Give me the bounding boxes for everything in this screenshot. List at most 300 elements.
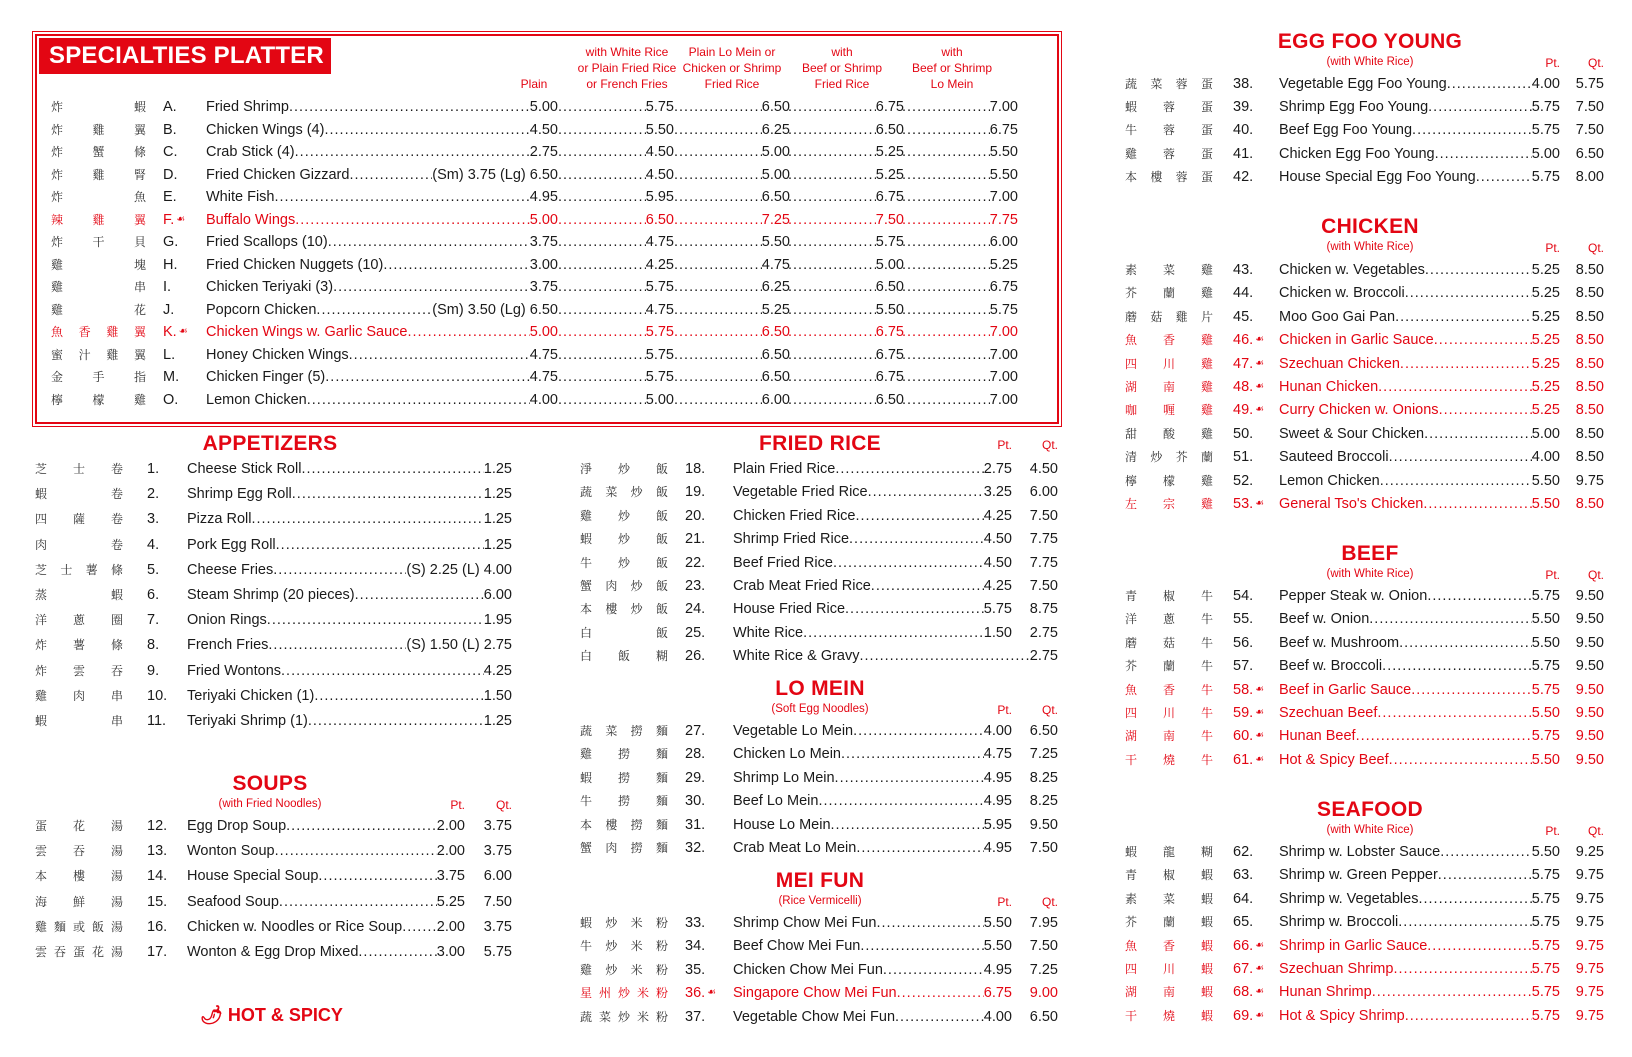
price-cell [558, 389, 674, 411]
column-label-line: with [831, 45, 853, 59]
leader-dots [324, 119, 529, 141]
leader-dots [558, 276, 646, 298]
leader-dots [1447, 73, 1532, 95]
price-pint: 5.25 [1531, 308, 1560, 325]
price-cell [902, 389, 1018, 411]
chinese-char: 清 [1125, 450, 1138, 465]
chinese-char: 蝦 [1200, 962, 1213, 976]
price-value: 5.75 [989, 301, 1018, 318]
platter-column-header [677, 44, 787, 92]
menu-row[interactable] [1125, 399, 1604, 421]
chinese-name [35, 634, 123, 656]
menu-row[interactable] [580, 935, 1058, 957]
price-pint: 1.95 [483, 612, 512, 629]
price-plain: 5.00 [529, 99, 558, 115]
item-number-text: 3. [147, 511, 160, 528]
chinese-char: 椒 [1162, 868, 1175, 883]
price-value: 7.50 [875, 211, 904, 228]
item-name: Szechuan Beef [1279, 705, 1378, 721]
chinese-char: 蛋 [1200, 169, 1213, 184]
menu-row[interactable] [1125, 679, 1604, 701]
platter-row[interactable] [51, 254, 1051, 276]
price-value: 7.00 [989, 99, 1018, 115]
chinese-char: 雞 [580, 508, 593, 523]
item-name-line [733, 598, 1012, 620]
chinese-name [35, 483, 123, 505]
menu-row[interactable] [580, 528, 1058, 550]
platter-row[interactable] [51, 231, 1051, 253]
item-name: French Fries [187, 637, 269, 654]
leader-dots [1476, 166, 1532, 188]
section-subtitle: (with White Rice) [1326, 56, 1414, 68]
item-number [1233, 73, 1253, 95]
menu-row[interactable] [35, 534, 512, 556]
price-quart: 8.50 [1575, 308, 1604, 325]
chinese-name [51, 389, 146, 411]
chinese-name [580, 912, 668, 934]
item-number-text: 40. [1233, 122, 1254, 139]
item-number [685, 935, 705, 957]
price-value: 6.50 [645, 211, 674, 228]
menu-row[interactable] [35, 458, 512, 480]
menu-row[interactable] [1125, 608, 1604, 630]
item-name: Cheese Fries [187, 561, 274, 578]
chinese-char: 炸 [51, 167, 64, 182]
pt-column-label: Pt. [997, 438, 1012, 452]
chinese-char: 麵 [53, 919, 66, 934]
leader-dots [674, 276, 762, 298]
menu-row[interactable] [580, 837, 1058, 859]
chinese-char: 鮮 [72, 894, 85, 909]
chinese-char: 蝦 [1200, 938, 1213, 953]
menu-row[interactable] [35, 508, 512, 530]
price-value: 6.75 [875, 369, 904, 385]
item-code-text: L. [163, 346, 176, 363]
chinese-char: 炒 [617, 532, 630, 547]
menu-row[interactable] [35, 685, 512, 707]
menu-row[interactable] [580, 622, 1058, 644]
item-number-text: 59. [1233, 705, 1254, 721]
platter-row[interactable] [51, 119, 1051, 141]
item-code [163, 254, 178, 276]
menu-row[interactable] [580, 912, 1058, 934]
platter-row[interactable] [51, 389, 1051, 411]
price-value: 6.50 [875, 279, 904, 295]
price-cell [558, 299, 674, 321]
price-value: 7.00 [989, 324, 1018, 340]
item-name: Beef Egg Foo Young [1279, 122, 1413, 139]
chinese-char: 椒 [1162, 589, 1175, 603]
item-number [685, 912, 705, 934]
leader-dots [292, 483, 484, 505]
chili-pepper-icon: ☙ [1255, 707, 1265, 718]
price-pint: 4.95 [983, 793, 1012, 810]
chinese-char: 蓉 [1162, 146, 1175, 161]
menu-row[interactable] [1125, 981, 1604, 1003]
price-pint: (S) 2.25 (L) 4.00 [406, 561, 512, 578]
menu-row[interactable] [1125, 282, 1604, 304]
chinese-char: 撈 [617, 770, 630, 785]
chinese-name [1125, 841, 1213, 863]
item-name-line [187, 865, 465, 887]
platter-column-header [902, 44, 1002, 92]
menu-row[interactable] [1125, 958, 1604, 980]
menu-row[interactable] [1125, 888, 1604, 910]
menu-row[interactable] [1125, 446, 1604, 468]
column-label-line: or Plain Fried Rice [577, 61, 677, 75]
chinese-char: 炒 [605, 962, 618, 977]
menu-row[interactable] [580, 458, 1058, 480]
menu-row[interactable] [580, 767, 1058, 789]
item-number [147, 891, 167, 913]
price-quart: 4.50 [1029, 461, 1058, 477]
price-quart: 7.50 [1029, 840, 1058, 856]
chinese-char: 撈 [630, 817, 643, 832]
menu-row[interactable] [1125, 96, 1604, 118]
item-number-text: 45. [1233, 308, 1254, 325]
menu-row[interactable] [35, 815, 512, 837]
menu-row[interactable] [35, 710, 512, 732]
chinese-char: 洋 [35, 613, 48, 628]
chinese-char: 樓 [72, 869, 85, 884]
chinese-char: 雞 [35, 919, 48, 934]
item-name-line [733, 528, 1012, 550]
item-name: House Fried Rice [733, 601, 846, 618]
item-number-text: 49. [1233, 402, 1254, 419]
price-plain: (Sm) 3.75 (Lg) 6.50 [432, 166, 558, 183]
chinese-char: 蛋 [1200, 123, 1213, 138]
price-value: 6.25 [761, 279, 790, 295]
item-number-text: 19. [685, 484, 706, 501]
menu-row[interactable] [35, 559, 512, 581]
price-cell [788, 254, 904, 276]
chinese-char: 飯 [655, 532, 668, 547]
item-name-line [187, 941, 465, 963]
chinese-char: 吞 [72, 844, 85, 859]
price-pint: 5.25 [1531, 402, 1560, 419]
leader-dots [674, 209, 762, 231]
menu-row[interactable] [580, 575, 1058, 597]
chili-pepper-icon: ☙ [1255, 498, 1265, 509]
item-code-text: B. [163, 121, 177, 138]
menu-row[interactable] [35, 891, 512, 913]
chinese-char: 牛 [1200, 682, 1213, 697]
chinese-char: 川 [1162, 356, 1175, 371]
price-cell [558, 209, 674, 231]
platter-row[interactable] [51, 209, 1051, 231]
menu-row[interactable] [1125, 259, 1604, 281]
menu-row[interactable] [1125, 1005, 1604, 1027]
item-name: Beef Chow Mei Fun [733, 938, 861, 955]
platter-row[interactable] [51, 366, 1051, 388]
chinese-name [35, 815, 123, 837]
item-name-line [733, 458, 1012, 480]
item-number-text: 47. [1233, 355, 1254, 372]
chinese-char: 檬 [1162, 473, 1175, 488]
leader-dots [841, 743, 984, 765]
leader-dots [325, 366, 530, 388]
item-code [163, 344, 175, 366]
chinese-char: 牛 [1200, 729, 1213, 744]
menu-row[interactable] [580, 720, 1058, 742]
item-number [1233, 282, 1253, 304]
leader-dots [902, 164, 990, 186]
chili-pepper-icon: ☙ [1255, 334, 1265, 346]
leader-dots [318, 865, 436, 887]
price-pint: 5.75 [1531, 867, 1560, 884]
section-subtitle: (with White Rice) [1326, 824, 1414, 836]
price-value: 4.75 [645, 301, 674, 318]
menu-row[interactable] [35, 865, 512, 887]
chinese-char: 雞 [106, 325, 119, 339]
platter-row[interactable] [51, 344, 1051, 366]
item-number-text: 68. [1233, 984, 1254, 1001]
item-number-text: 13. [147, 843, 168, 860]
chinese-char: 雞 [51, 257, 64, 272]
menu-row[interactable] [1125, 143, 1604, 165]
chinese-char: 炸 [35, 638, 48, 653]
menu-row[interactable] [1125, 632, 1604, 654]
section-subtitle: (with White Rice) [1326, 568, 1414, 580]
item-number [147, 483, 159, 505]
item-name: Wonton & Egg Drop Mixed [187, 944, 359, 960]
item-number [147, 609, 159, 631]
menu-row[interactable] [1125, 749, 1604, 771]
item-name-line [733, 552, 1012, 574]
item-name-line [206, 321, 558, 343]
chinese-char: 南 [1162, 380, 1175, 394]
chinese-char: 薩 [72, 512, 85, 527]
item-name-line [187, 584, 512, 606]
chinese-char: 燒 [1162, 1008, 1175, 1023]
leader-dots [289, 96, 530, 118]
menu-row[interactable] [35, 840, 512, 862]
chinese-name [580, 481, 668, 503]
item-number-text: 51. [1233, 449, 1254, 466]
menu-row[interactable] [1125, 353, 1604, 375]
menu-row[interactable] [580, 959, 1058, 981]
chinese-char: 雞 [1200, 403, 1213, 418]
item-name: Chicken Egg Foo Young [1279, 145, 1435, 162]
item-name-line [733, 814, 1012, 836]
chinese-name [1125, 143, 1213, 165]
item-number [685, 720, 705, 742]
price-quart: 8.25 [1029, 769, 1058, 786]
chinese-char: 酸 [1162, 426, 1175, 441]
qt-column-label: Qt. [1587, 568, 1604, 582]
chinese-char: 牛 [1200, 659, 1213, 674]
price-value: 5.75 [645, 324, 674, 340]
menu-row[interactable] [35, 916, 512, 938]
price-quart: 8.50 [1575, 332, 1604, 349]
price-cell [788, 276, 904, 298]
price-cell [558, 344, 674, 366]
leader-dots [281, 660, 484, 682]
price-pint: 5.50 [1531, 705, 1560, 721]
item-name: Chicken Fried Rice [733, 507, 856, 524]
chinese-char: 芝 [35, 462, 48, 476]
item-number-text: 6. [147, 587, 160, 603]
price-quart: 7.50 [1575, 122, 1604, 139]
leader-dots [558, 141, 646, 163]
chinese-name [580, 837, 668, 859]
menu-row[interactable] [1125, 376, 1604, 398]
column-label-line: Fried Rice [704, 77, 760, 91]
leader-dots [558, 164, 646, 186]
item-name: House Special Soup [187, 868, 319, 885]
leader-dots [1411, 679, 1532, 701]
price-pint: (S) 1.50 (L) 2.75 [406, 637, 512, 654]
menu-row[interactable] [580, 790, 1058, 812]
chinese-char: 雞 [1125, 146, 1138, 161]
menu-row[interactable] [1125, 166, 1604, 188]
chinese-char: 本 [1125, 169, 1138, 184]
item-number [685, 552, 705, 574]
item-name-line [206, 141, 558, 163]
item-number-text: 38. [1233, 76, 1254, 92]
price-quart: 5.75 [1575, 76, 1604, 92]
price-value: 7.00 [989, 391, 1018, 408]
menu-row[interactable] [580, 552, 1058, 574]
menu-row[interactable] [35, 660, 512, 682]
chinese-char: 卷 [110, 462, 123, 476]
menu-row[interactable] [1125, 306, 1604, 328]
price-cell [674, 141, 790, 163]
chinese-name [1125, 749, 1213, 771]
menu-row[interactable] [580, 1006, 1058, 1028]
item-code [163, 164, 178, 186]
platter-row[interactable] [51, 141, 1051, 163]
chinese-char: 花 [72, 819, 85, 833]
chili-pepper-icon: ☙ [1255, 1009, 1265, 1021]
menu-row[interactable] [35, 634, 512, 656]
platter-row[interactable] [51, 299, 1051, 321]
menu-row[interactable] [580, 645, 1058, 667]
item-name: Pork Egg Roll [187, 536, 276, 553]
chinese-char: 蝦 [110, 588, 123, 602]
chinese-name [51, 141, 146, 163]
menu-row[interactable] [580, 982, 1058, 1004]
leader-dots [788, 254, 876, 276]
platter-row[interactable] [51, 321, 1051, 343]
menu-row[interactable] [35, 941, 512, 963]
price-quart: 3.75 [483, 918, 512, 935]
chinese-char: 洋 [1125, 612, 1138, 627]
price-pint: 5.75 [1531, 984, 1560, 1001]
price-plain: 2.75 [529, 144, 558, 160]
menu-row[interactable] [1125, 423, 1604, 445]
menu-row[interactable] [1125, 864, 1604, 886]
chinese-char: 飯 [655, 485, 668, 500]
menu-row[interactable] [1125, 702, 1604, 724]
menu-row[interactable] [1125, 655, 1604, 677]
leader-dots [902, 96, 990, 118]
chinese-name [35, 559, 123, 581]
price-plain: 3.75 [529, 279, 558, 295]
menu-row[interactable] [580, 481, 1058, 503]
chinese-char: 樓 [605, 817, 618, 832]
item-code-text: G. [163, 234, 179, 250]
price-pint: 1.25 [483, 511, 512, 528]
item-code [163, 186, 177, 208]
leader-dots [803, 622, 984, 644]
menu-row[interactable] [1125, 725, 1604, 747]
chinese-char: 米 [630, 962, 643, 977]
menu-row[interactable] [1125, 73, 1604, 95]
item-name: Shrimp Fried Rice [733, 531, 850, 548]
item-name-line [1279, 329, 1560, 351]
platter-row[interactable] [51, 164, 1051, 186]
item-name-line [733, 935, 1012, 957]
platter-row[interactable] [51, 276, 1051, 298]
chinese-name [51, 321, 146, 343]
chinese-char: 龍 [1162, 845, 1175, 859]
chinese-char: 蝦 [35, 714, 48, 728]
menu-row[interactable] [580, 743, 1058, 765]
pt-column-label: Pt. [450, 798, 465, 812]
menu-row[interactable] [580, 598, 1058, 620]
chinese-char: 米 [636, 1009, 649, 1024]
chinese-name [51, 186, 146, 208]
item-number [1233, 958, 1264, 980]
menu-row[interactable] [1125, 470, 1604, 492]
menu-row[interactable] [35, 483, 512, 505]
item-name-line [187, 710, 512, 732]
item-number-text: 39. [1233, 99, 1254, 116]
price-value: 5.25 [875, 166, 904, 183]
menu-row[interactable] [1125, 911, 1604, 933]
item-name-line [733, 720, 1012, 742]
chinese-char: 雲 [35, 844, 48, 859]
price-pint: 6.00 [483, 587, 512, 603]
menu-row[interactable] [580, 814, 1058, 836]
price-value: 5.95 [645, 189, 674, 205]
menu-row[interactable] [1125, 119, 1604, 141]
item-number [147, 685, 167, 707]
chinese-char: 蝦 [1125, 845, 1138, 859]
menu-row[interactable] [35, 609, 512, 631]
menu-row[interactable] [1125, 935, 1604, 957]
chinese-char: 牛 [580, 794, 593, 809]
item-name: Chicken Finger (5) [206, 369, 326, 385]
menu-row[interactable] [1125, 329, 1604, 351]
menu-row[interactable] [580, 505, 1058, 527]
menu-row[interactable] [35, 584, 512, 606]
price-value: 6.00 [761, 391, 790, 408]
menu-row[interactable] [1125, 493, 1604, 515]
menu-row[interactable] [1125, 585, 1604, 607]
price-quart: 2.75 [1029, 624, 1058, 641]
item-name-line [187, 634, 512, 656]
chinese-char: 喱 [1162, 403, 1175, 418]
price-value: 5.75 [645, 279, 674, 295]
price-quart: 9.50 [1029, 816, 1058, 833]
price-pint: 4.95 [983, 961, 1012, 978]
leader-dots [558, 231, 646, 253]
chinese-char: 魚 [133, 190, 146, 204]
item-name-line [206, 344, 558, 366]
chinese-char: 菜 [605, 724, 618, 738]
platter-row[interactable] [51, 96, 1051, 118]
menu-row[interactable] [1125, 841, 1604, 863]
leader-dots [349, 344, 530, 366]
price-quart: 7.50 [1029, 507, 1058, 524]
price-quart: 7.75 [1029, 531, 1058, 548]
platter-row[interactable] [51, 186, 1051, 208]
item-number [685, 767, 705, 789]
leader-dots [853, 720, 984, 742]
item-number [1233, 96, 1253, 118]
